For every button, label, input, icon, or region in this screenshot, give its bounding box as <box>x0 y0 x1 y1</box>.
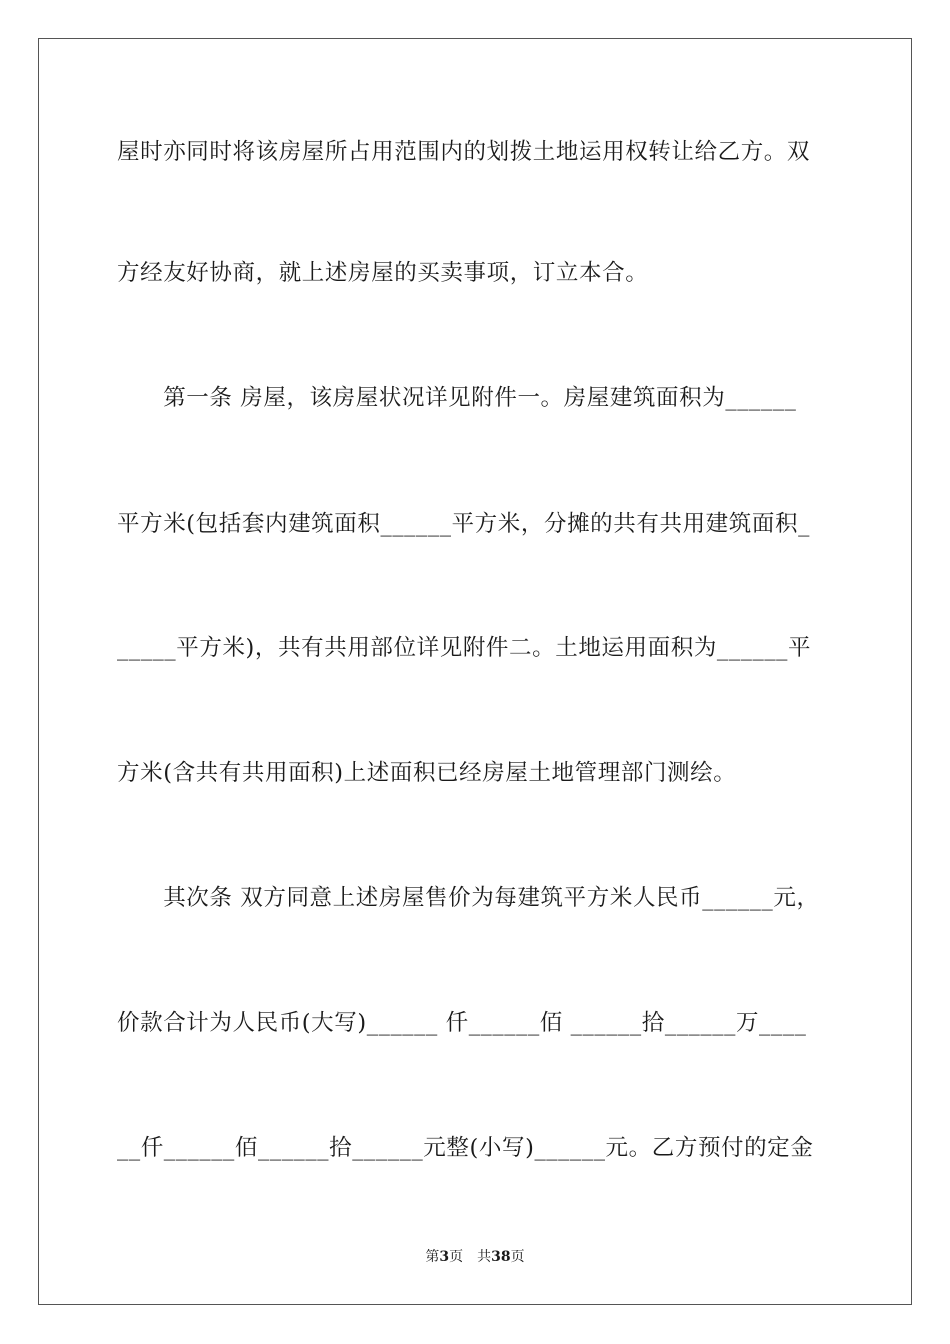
body-line-6: 方米(含共有共用面积)上述面积已经房屋土地管理部门测绘。 <box>117 760 737 786</box>
total-pages: 38 <box>491 1249 511 1265</box>
body-line-8: 价款合计为人民币(大写)______ 仟______佰 ______拾______万____ <box>117 1010 807 1036</box>
body-line-5: _____平方米)，共有共用部位详见附件二。土地运用面积为______平 <box>117 635 812 661</box>
page-border <box>38 38 912 1305</box>
body-line-2: 方经友好协商，就上述房屋的买卖事项，订立本合。 <box>117 260 649 286</box>
page-total <box>477 1246 524 1266</box>
page-suffix: 页 <box>449 1249 464 1265</box>
total-suffix: 页 <box>510 1249 525 1265</box>
body-line-3: 第一条 房屋，该房屋状况详见附件一。房屋建筑面积为______ <box>117 385 797 411</box>
body-line-4: 平方米(包括套内建筑面积______平方米，分摊的共有共用建筑面积_ <box>117 511 810 537</box>
body-line-9: __仟______佰______拾______元整(小写)______元。乙方预付的定金 <box>117 1135 814 1161</box>
page-prefix: 第 <box>425 1249 440 1265</box>
body-line-7: 其次条 双方同意上述房屋售价为每建筑平方米人民币______元， <box>117 885 820 911</box>
page-number <box>425 1246 463 1266</box>
current-page: 3 <box>439 1249 450 1265</box>
total-prefix: 共 <box>477 1249 492 1265</box>
body-line-1: 屋时亦同时将该房屋所占用范围内的划拨土地运用权转让给乙方。双 <box>117 139 811 165</box>
page-footer <box>0 1246 950 1266</box>
